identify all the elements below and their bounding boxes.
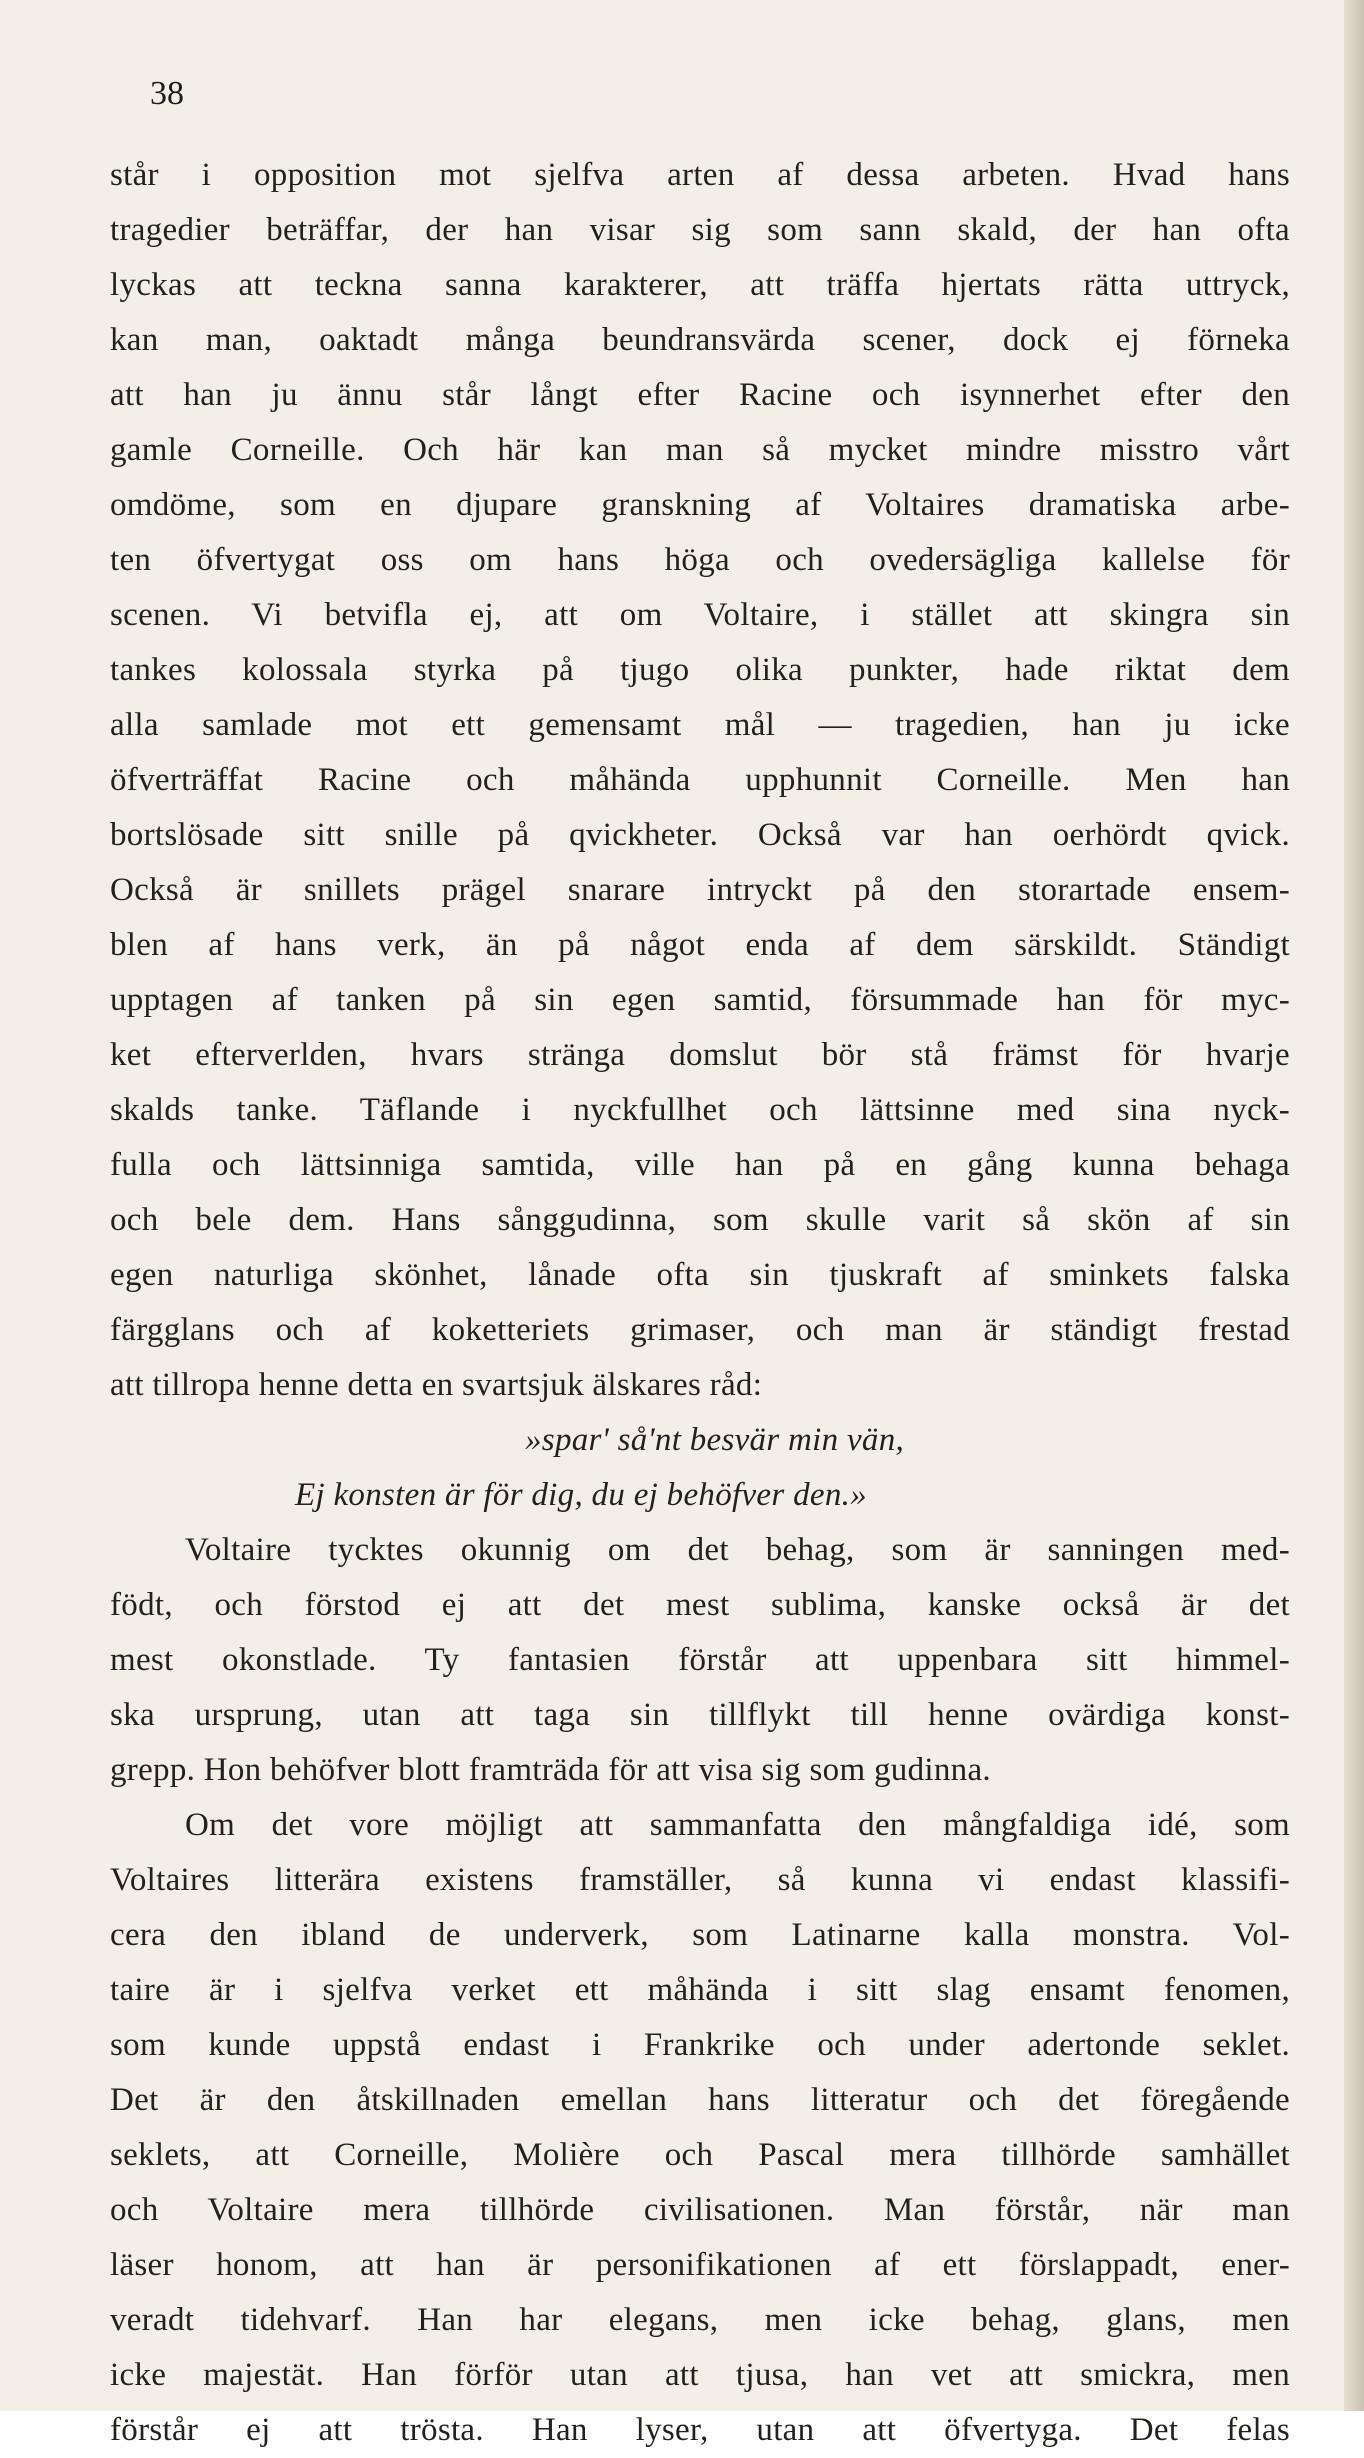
text-line: och Voltaire mera tillhörde civilisationen. Man förstår, när man [110,2192,1290,2228]
text-line: ska ursprung, utan att taga sin tillflykt till henne ovärdiga konst- [110,1697,1290,1733]
text-line: egen naturliga skönhet, lånade ofta sin tjuskraft af sminkets falska [110,1257,1290,1293]
verse-line: Ej konsten är för dig, du ej behöfver den.» [295,1477,867,1513]
text-line: lyckas att teckna sanna karakterer, att träffa hjertats rätta uttryck, [110,267,1290,303]
text-line: som kunde uppstå endast i Frankrike och under adertonde seklet. [110,2027,1290,2063]
text-line: skalds tanke. Täflande i nyckfullhet och lättsinne med sina nyck- [110,1092,1290,1128]
text-line: tragedier beträffar, der han visar sig som sann skald, der han ofta [110,212,1290,248]
text-line: Om det vore möjligt att sammanfatta den mångfaldiga idé, som [185,1807,1290,1843]
text-line: grepp. Hon behöfver blott framträda för att visa sig som gudinna. [110,1752,991,1788]
text-line: och bele dem. Hans sånggudinna, som skulle varit så skön af sin [110,1202,1290,1238]
text-line: fulla och lättsinniga samtida, ville han på en gång kunna behaga [110,1147,1290,1183]
text-line: upptagen af tanken på sin egen samtid, försummade han för myc- [110,982,1290,1018]
verse-line: »spar' så'nt besvär min vän, [525,1422,905,1458]
text-line: färgglans och af koketteriets grimaser, och man är ständigt frestad [110,1312,1290,1348]
text-line: cera den ibland de underverk, som Latinarne kalla monstra. Vol- [110,1917,1290,1953]
text-line: alla samlade mot ett gemensamt mål — tragedien, han ju icke [110,707,1290,743]
text-line: läser honom, att han är personifikationen af ett förslappadt, ener- [110,2247,1290,2283]
text-line: Voltaire tycktes okunnig om det behag, som är sanningen med- [185,1532,1290,1568]
text-line: Voltaires litterära existens framställer, så kunna vi endast klassifi- [110,1862,1290,1898]
text-line: Också är snillets prägel snarare intryckt på den storartade ensem- [110,872,1290,908]
text-line: öfverträffat Racine och måhända upphunnit Corneille. Men han [110,762,1290,798]
text-line: ket efterverlden, hvars stränga domslut bör stå främst för hvarje [110,1037,1290,1073]
text-line: scenen. Vi betvifla ej, att om Voltaire, i stället att skingra sin [110,597,1290,633]
body-text [110,148,1290,2458]
text-line: veradt tidehvarf. Han har elegans, men icke behag, glans, men [110,2302,1290,2338]
text-line: icke majestät. Han förför utan att tjusa, han vet att smickra, men [110,2357,1290,2393]
text-line: gamle Corneille. Och här kan man så mycket mindre misstro vårt [110,432,1290,468]
page-number: 38 [150,75,184,112]
text-line: kan man, oaktadt många beundransvärda scener, dock ej förneka [110,322,1290,358]
text-line: mest okonstlade. Ty fantasien förstår att uppenbara sitt himmel- [110,1642,1290,1678]
text-line: tankes kolossala styrka på tjugo olika punkter, hade riktat dem [110,652,1290,688]
text-line: seklets, att Corneille, Molière och Pascal mera tillhörde samhället [110,2137,1290,2173]
text-line: blen af hans verk, än på något enda af dem särskildt. Ständigt [110,927,1290,963]
text-line: ten öfvertygat oss om hans höga och ovedersägliga kallelse för [110,542,1290,578]
text-line: taire är i sjelfva verket ett måhända i sitt slag ensamt fenomen, [110,1972,1290,2008]
page-edge [1344,0,1364,2411]
text-line: bortslösade sitt snille på qvickheter. Också var han oerhördt qvick. [110,817,1290,853]
text-line: att han ju ännu står långt efter Racine och isynnerhet efter den [110,377,1290,413]
text-line: födt, och förstod ej att det mest sublima, kanske också är det [110,1587,1290,1623]
text-line: står i opposition mot sjelfva arten af dessa arbeten. Hvad hans [110,157,1290,193]
text-line: att tillropa henne detta en svartsjuk älskares råd: [110,1367,763,1403]
text-line: omdöme, som en djupare granskning af Voltaires dramatiska arbe- [110,487,1290,523]
text-line: förstår ej att trösta. Han lyser, utan att öfvertyga. Det felas [110,2412,1290,2448]
text-line: Det är den åtskillnaden emellan hans litteratur och det föregående [110,2082,1290,2118]
